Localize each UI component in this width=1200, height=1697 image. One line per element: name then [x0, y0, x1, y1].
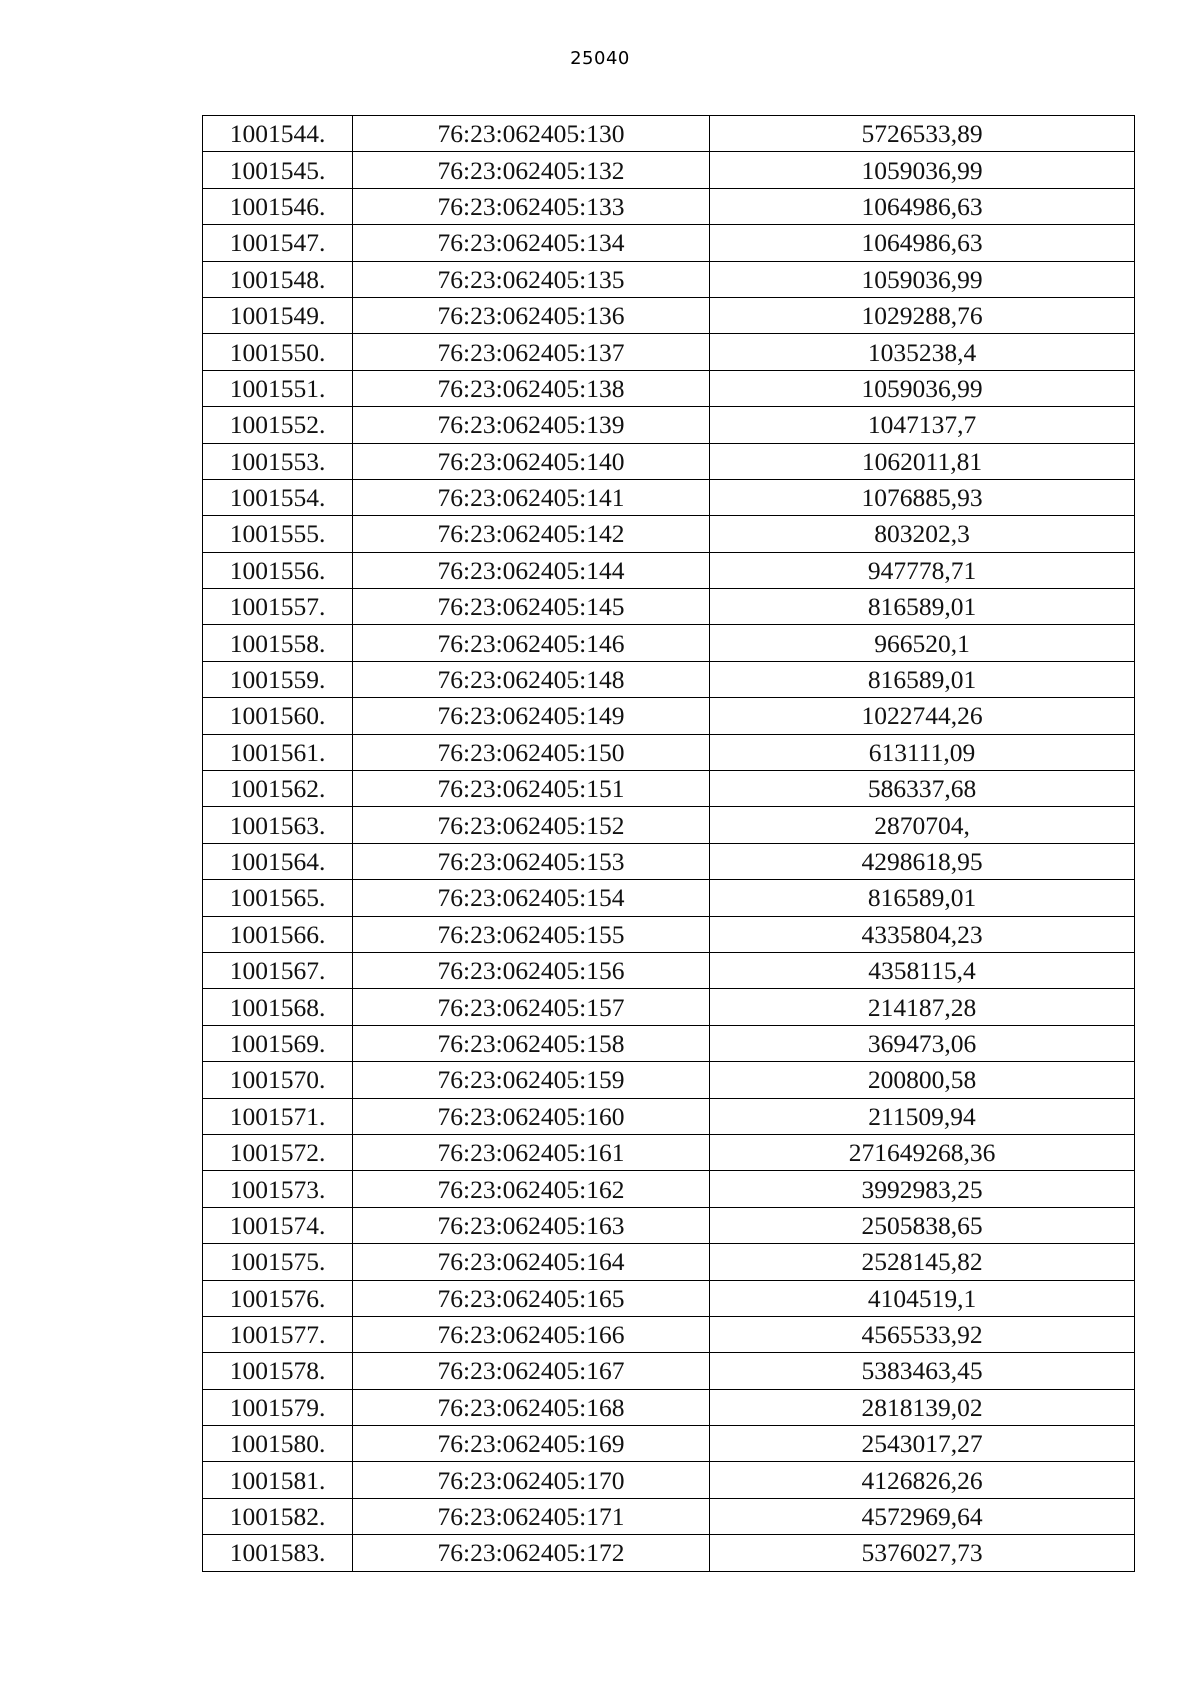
cadastral-number-cell: 76:23:062405:155 [353, 916, 710, 952]
cadastral-value-cell: 1047137,7 [710, 407, 1135, 443]
cadastral-value-cell: 1059036,99 [710, 261, 1135, 297]
cadastral-value-cell: 1064986,63 [710, 188, 1135, 224]
cadastral-value-cell: 1035238,4 [710, 334, 1135, 370]
cadastral-value-cell: 966520,1 [710, 625, 1135, 661]
row-number-cell: 1001577. [203, 1316, 353, 1352]
table-row [203, 1207, 1135, 1243]
table-row [203, 225, 1135, 261]
row-number-cell: 1001573. [203, 1171, 353, 1207]
table-row [203, 771, 1135, 807]
cadastral-number-cell: 76:23:062405:154 [353, 880, 710, 916]
table-row [203, 297, 1135, 333]
cadastral-value-cell: 4358115,4 [710, 952, 1135, 988]
table-row [203, 1353, 1135, 1389]
table-body [203, 116, 1135, 1572]
table-row [203, 443, 1135, 479]
cadastral-value-cell: 816589,01 [710, 661, 1135, 697]
cadastral-value-cell: 2528145,82 [710, 1244, 1135, 1280]
table-row [203, 188, 1135, 224]
cadastral-number-cell: 76:23:062405:150 [353, 734, 710, 770]
cadastral-number-cell: 76:23:062405:162 [353, 1171, 710, 1207]
row-number-cell: 1001551. [203, 370, 353, 406]
row-number-cell: 1001559. [203, 661, 353, 697]
table-row [203, 1389, 1135, 1425]
cadastral-number-cell: 76:23:062405:132 [353, 152, 710, 188]
row-number-cell: 1001561. [203, 734, 353, 770]
cadastral-value-cell: 816589,01 [710, 880, 1135, 916]
table-row [203, 807, 1135, 843]
cadastral-number-cell: 76:23:062405:172 [353, 1535, 710, 1571]
table-row [203, 734, 1135, 770]
cadastral-value-cell: 271649268,36 [710, 1134, 1135, 1170]
cadastral-value-cell: 200800,58 [710, 1062, 1135, 1098]
row-number-cell: 1001565. [203, 880, 353, 916]
table-row [203, 152, 1135, 188]
row-number-cell: 1001554. [203, 479, 353, 515]
row-number-cell: 1001564. [203, 843, 353, 879]
cadastral-number-cell: 76:23:062405:165 [353, 1280, 710, 1316]
cadastral-value-cell: 369473,06 [710, 1025, 1135, 1061]
table-row [203, 1498, 1135, 1534]
row-number-cell: 1001582. [203, 1498, 353, 1534]
cadastral-number-cell: 76:23:062405:160 [353, 1098, 710, 1134]
table-row [203, 479, 1135, 515]
row-number-cell: 1001567. [203, 952, 353, 988]
cadastral-value-cell: 214187,28 [710, 989, 1135, 1025]
table-row [203, 1426, 1135, 1462]
table-row [203, 516, 1135, 552]
row-number-cell: 1001574. [203, 1207, 353, 1243]
cadastral-value-cell: 1076885,93 [710, 479, 1135, 515]
cadastral-value-cell: 5376027,73 [710, 1535, 1135, 1571]
cadastral-value-cell: 816589,01 [710, 589, 1135, 625]
cadastral-value-cell: 803202,3 [710, 516, 1135, 552]
cadastral-value-cell: 2870704, [710, 807, 1135, 843]
cadastral-number-cell: 76:23:062405:142 [353, 516, 710, 552]
row-number-cell: 1001570. [203, 1062, 353, 1098]
cadastral-value-cell: 4335804,23 [710, 916, 1135, 952]
page-number: 25040 [570, 48, 630, 69]
row-number-cell: 1001562. [203, 771, 353, 807]
cadastral-number-cell: 76:23:062405:144 [353, 552, 710, 588]
cadastral-value-cell: 5726533,89 [710, 116, 1135, 152]
table-row [203, 843, 1135, 879]
cadastral-value-cell: 2818139,02 [710, 1389, 1135, 1425]
cadastral-number-cell: 76:23:062405:164 [353, 1244, 710, 1280]
cadastral-value-cell: 1059036,99 [710, 370, 1135, 406]
row-number-cell: 1001544. [203, 116, 353, 152]
cadastral-number-cell: 76:23:062405:157 [353, 989, 710, 1025]
cadastral-number-cell: 76:23:062405:169 [353, 1426, 710, 1462]
cadastral-value-cell: 4298618,95 [710, 843, 1135, 879]
row-number-cell: 1001557. [203, 589, 353, 625]
row-number-cell: 1001545. [203, 152, 353, 188]
cadastral-number-cell: 76:23:062405:151 [353, 771, 710, 807]
row-number-cell: 1001568. [203, 989, 353, 1025]
table-row [203, 1244, 1135, 1280]
cadastral-number-cell: 76:23:062405:158 [353, 1025, 710, 1061]
row-number-cell: 1001553. [203, 443, 353, 479]
cadastral-number-cell: 76:23:062405:153 [353, 843, 710, 879]
table-row [203, 1462, 1135, 1498]
row-number-cell: 1001571. [203, 1098, 353, 1134]
cadastral-value-cell: 1062011,81 [710, 443, 1135, 479]
cadastral-value-cell: 4565533,92 [710, 1316, 1135, 1352]
table-row [203, 952, 1135, 988]
cadastral-value-cell: 1059036,99 [710, 152, 1135, 188]
row-number-cell: 1001547. [203, 225, 353, 261]
table-row [203, 916, 1135, 952]
table-row [203, 407, 1135, 443]
cadastral-value-cell: 613111,09 [710, 734, 1135, 770]
cadastral-number-cell: 76:23:062405:137 [353, 334, 710, 370]
row-number-cell: 1001552. [203, 407, 353, 443]
cadastral-value-cell: 2505838,65 [710, 1207, 1135, 1243]
table-row [203, 989, 1135, 1025]
row-number-cell: 1001549. [203, 297, 353, 333]
cadastral-value-table [202, 115, 1135, 1572]
cadastral-number-cell: 76:23:062405:135 [353, 261, 710, 297]
table-row [203, 1280, 1135, 1316]
cadastral-value-cell: 4104519,1 [710, 1280, 1135, 1316]
cadastral-number-cell: 76:23:062405:139 [353, 407, 710, 443]
table-row [203, 370, 1135, 406]
row-number-cell: 1001560. [203, 698, 353, 734]
cadastral-number-cell: 76:23:062405:159 [353, 1062, 710, 1098]
cadastral-number-cell: 76:23:062405:148 [353, 661, 710, 697]
table-row [203, 1171, 1135, 1207]
cadastral-value-cell: 947778,71 [710, 552, 1135, 588]
row-number-cell: 1001550. [203, 334, 353, 370]
row-number-cell: 1001578. [203, 1353, 353, 1389]
row-number-cell: 1001581. [203, 1462, 353, 1498]
row-number-cell: 1001546. [203, 188, 353, 224]
cadastral-number-cell: 76:23:062405:163 [353, 1207, 710, 1243]
cadastral-value-cell: 4126826,26 [710, 1462, 1135, 1498]
table-row [203, 334, 1135, 370]
cadastral-number-cell: 76:23:062405:136 [353, 297, 710, 333]
cadastral-value-cell: 1029288,76 [710, 297, 1135, 333]
cadastral-number-cell: 76:23:062405:145 [353, 589, 710, 625]
cadastral-number-cell: 76:23:062405:167 [353, 1353, 710, 1389]
row-number-cell: 1001580. [203, 1426, 353, 1462]
cadastral-value-cell: 3992983,25 [710, 1171, 1135, 1207]
row-number-cell: 1001576. [203, 1280, 353, 1316]
cadastral-value-cell: 211509,94 [710, 1098, 1135, 1134]
row-number-cell: 1001569. [203, 1025, 353, 1061]
cadastral-number-cell: 76:23:062405:140 [353, 443, 710, 479]
cadastral-value-cell: 1064986,63 [710, 225, 1135, 261]
table-row [203, 589, 1135, 625]
cadastral-number-cell: 76:23:062405:161 [353, 1134, 710, 1170]
row-number-cell: 1001583. [203, 1535, 353, 1571]
row-number-cell: 1001563. [203, 807, 353, 843]
table-row [203, 1062, 1135, 1098]
cadastral-value-cell: 5383463,45 [710, 1353, 1135, 1389]
table-row [203, 261, 1135, 297]
row-number-cell: 1001556. [203, 552, 353, 588]
cadastral-value-cell: 2543017,27 [710, 1426, 1135, 1462]
cadastral-number-cell: 76:23:062405:171 [353, 1498, 710, 1534]
cadastral-number-cell: 76:23:062405:152 [353, 807, 710, 843]
row-number-cell: 1001555. [203, 516, 353, 552]
row-number-cell: 1001575. [203, 1244, 353, 1280]
cadastral-value-cell: 1022744,26 [710, 698, 1135, 734]
table-row [203, 116, 1135, 152]
table-row [203, 1025, 1135, 1061]
cadastral-number-cell: 76:23:062405:134 [353, 225, 710, 261]
row-number-cell: 1001558. [203, 625, 353, 661]
table-row [203, 1098, 1135, 1134]
table-row [203, 661, 1135, 697]
cadastral-value-cell: 4572969,64 [710, 1498, 1135, 1534]
table-row [203, 880, 1135, 916]
table-row [203, 1134, 1135, 1170]
table-row [203, 1535, 1135, 1571]
cadastral-number-cell: 76:23:062405:170 [353, 1462, 710, 1498]
cadastral-value-cell: 586337,68 [710, 771, 1135, 807]
cadastral-number-cell: 76:23:062405:166 [353, 1316, 710, 1352]
row-number-cell: 1001548. [203, 261, 353, 297]
row-number-cell: 1001579. [203, 1389, 353, 1425]
cadastral-number-cell: 76:23:062405:141 [353, 479, 710, 515]
table-row [203, 625, 1135, 661]
row-number-cell: 1001566. [203, 916, 353, 952]
table-row [203, 552, 1135, 588]
cadastral-number-cell: 76:23:062405:149 [353, 698, 710, 734]
row-number-cell: 1001572. [203, 1134, 353, 1170]
cadastral-number-cell: 76:23:062405:168 [353, 1389, 710, 1425]
table-row [203, 1316, 1135, 1352]
cadastral-number-cell: 76:23:062405:133 [353, 188, 710, 224]
cadastral-number-cell: 76:23:062405:146 [353, 625, 710, 661]
table-row [203, 698, 1135, 734]
cadastral-number-cell: 76:23:062405:138 [353, 370, 710, 406]
cadastral-number-cell: 76:23:062405:130 [353, 116, 710, 152]
cadastral-number-cell: 76:23:062405:156 [353, 952, 710, 988]
